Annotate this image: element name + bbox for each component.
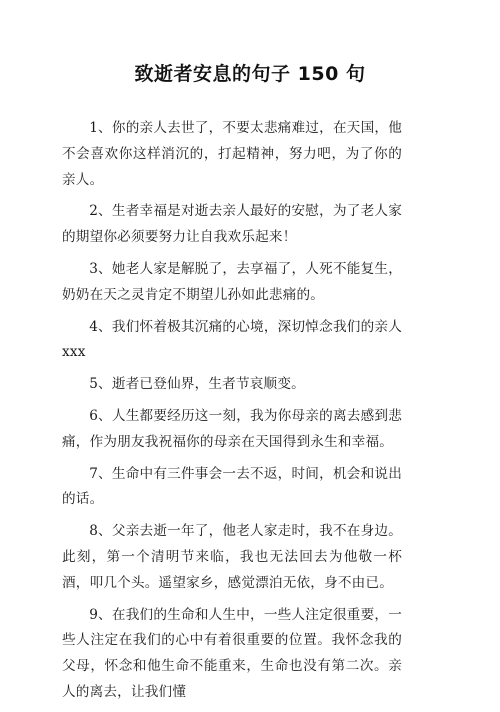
paragraph: 7、生命中有三件事会一去不返，时间，机会和说出的话。 <box>62 465 402 508</box>
paragraph: 9、在我们的生命和人生中，一些人注定很重要，一些人注定在我们的心中有着很重要的位置。我怀念我的父母，怀念和他生命不能重来，生命也没有第二次。亲人的离去，让我们懂 <box>62 606 402 700</box>
paragraph: 5、逝者已登仙界，生者节哀顺变。 <box>89 376 305 393</box>
document-body <box>62 116 402 712</box>
paragraph: 2、生者幸福是对逝去亲人最好的安慰，为了老人家的期望你必须要努力让自我欢乐起来！ <box>62 203 402 246</box>
paragraph: 8、父亲去逝一年了，他老人家走时，我不在身边。此刻，第一个清明节来临，我也无法回去为他敬一杯酒，叩几个头。遥望家乡，感觉漂泊无依，身不由已。 <box>62 523 402 591</box>
paragraph: 1、你的亲人去世了，不要太悲痛难过，在天国，他不会喜欢你这样消沉的，打起精神，努力吧，为了你的亲人。 <box>62 120 402 188</box>
paragraph: 3、她老人家是解脱了，去享福了，人死不能复生，奶奶在天之灵肯定不期望儿孙如此悲痛的。 <box>62 260 402 303</box>
document-title: 致逝者安息的句子 150 句 <box>134 63 366 85</box>
paragraph: 6、人生都要经历这一刻，我为你母亲的离去感到悲痛，作为朋友我祝福你的母亲在天国得到永生和幸福。 <box>62 407 402 450</box>
paragraph: 4、我们怀着极其沉痛的心境，深切悼念我们的亲人 xxx <box>62 318 402 361</box>
